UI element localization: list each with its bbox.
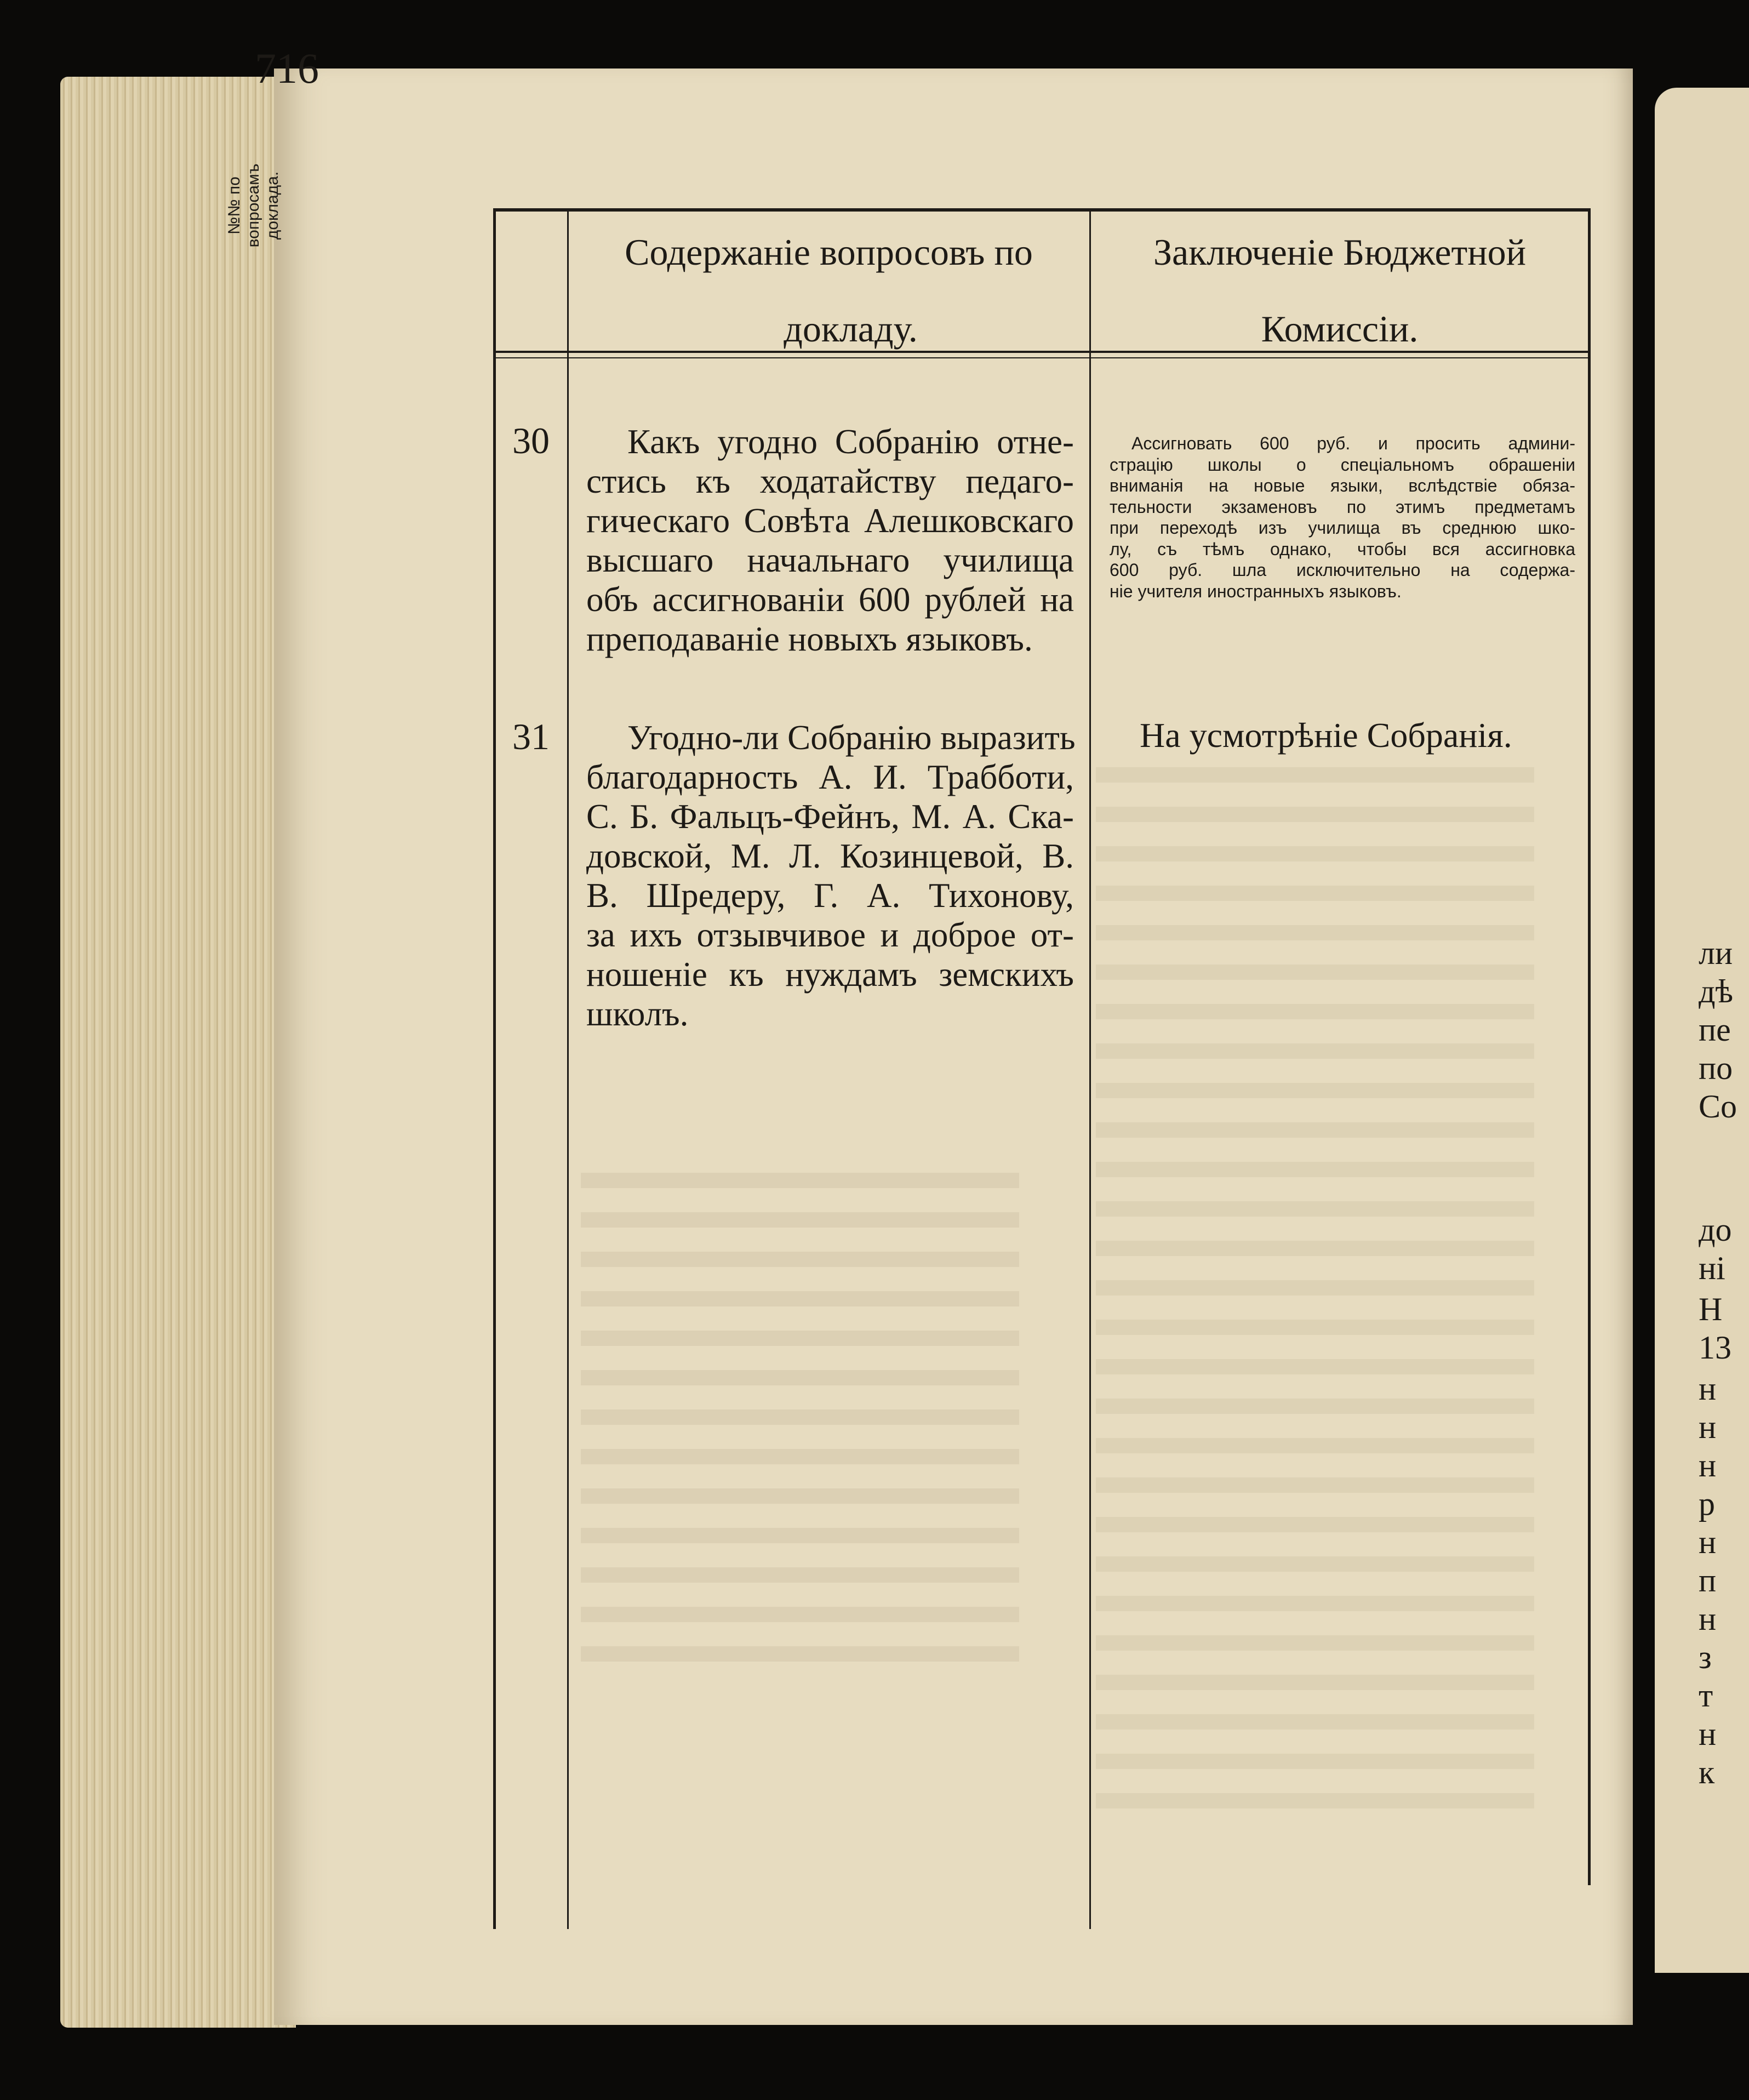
text-line: лу, съ тѣмъ однако, чтобы вся ассигновка <box>1110 539 1575 559</box>
text-line: гическаго Совѣта Алешковскаго <box>586 501 1074 540</box>
text-line: вниманія на новые языки, вслѣдствіе обяза- <box>1110 476 1575 495</box>
questions-column-header: Содержаніе вопросовъ по докладу. <box>625 231 1033 350</box>
table-left-rule <box>493 208 496 1929</box>
text-line: В. Шредеру, Г. А. Тихонову, <box>586 876 1074 915</box>
table-right-rule <box>1588 208 1591 1885</box>
text-line: Ассигновать 600 руб. и просить админи- <box>1131 433 1575 453</box>
row-number: 31 <box>512 716 550 757</box>
table-top-rule <box>496 208 1591 212</box>
text-line: за ихъ отзывчивое и доброе от- <box>586 916 1074 954</box>
facing-page-text: р <box>1699 1486 1715 1522</box>
text-line: высшаго начальнаго училища <box>586 541 1074 579</box>
facing-page-text: т <box>1699 1677 1713 1714</box>
text-line: объ ассигнованіи 600 рублей на <box>586 580 1074 619</box>
question-text <box>586 422 1074 659</box>
facing-page-text: н <box>1699 1447 1717 1483</box>
facing-page-text: по <box>1699 1050 1733 1086</box>
facing-page-text: Со <box>1699 1088 1737 1125</box>
question-text <box>586 718 1074 1034</box>
facing-page-text: дѣ <box>1699 973 1734 1009</box>
facing-page-text: 13 <box>1699 1329 1731 1366</box>
show-through-texture <box>1096 767 1534 1808</box>
facing-page-text: п <box>1699 1562 1717 1599</box>
facing-page-text: ли <box>1699 935 1733 971</box>
book-page-edges <box>60 77 296 2028</box>
text-line: С. Б. Фальцъ-Фейнъ, М. А. Ска- <box>586 797 1074 836</box>
text-line: Угодно-ли Собранію выразить <box>627 718 1076 757</box>
facing-page-text: н <box>1699 1524 1717 1560</box>
conclusion-text <box>1110 433 1575 602</box>
text-line: ношеніе къ нуждамъ земскихъ <box>586 955 1074 994</box>
facing-page-text: н <box>1699 1371 1717 1407</box>
facing-page-text: Н <box>1699 1291 1723 1327</box>
facing-page-text: ні <box>1699 1250 1725 1286</box>
text-line: Какъ угодно Собранію отне- <box>627 423 1074 461</box>
facing-page-fragment <box>1655 88 1749 1973</box>
facing-page-text: н <box>1699 1601 1717 1637</box>
text-line: страцію школы о спеціальномъ обрашеніи <box>1110 454 1575 475</box>
show-through-texture <box>581 1173 1019 1666</box>
number-column-header: №№ по вопросамъ доклада. <box>225 163 282 248</box>
text-line: довской, М. Л. Козинцевой, В. <box>586 837 1074 875</box>
facing-page-text: пе <box>1699 1012 1731 1048</box>
text-line: тельности экзаменовъ по этимъ предметамъ <box>1110 497 1575 517</box>
column-rule-number <box>567 208 569 1929</box>
text-line: 600 руб. шла исключительно на содержа- <box>1110 560 1575 580</box>
facing-page-text: н <box>1699 1716 1717 1752</box>
text-line: при переходѣ изъ училища въ среднюю шко- <box>1110 518 1575 538</box>
conclusion-text: На усмотрѣніе Собранія. <box>1140 716 1512 755</box>
text-line: школъ. <box>586 995 689 1033</box>
facing-page-text: к <box>1699 1754 1715 1790</box>
text-line: благодарность А. И. Трабботи, <box>586 758 1074 796</box>
text-line: преподаваніе новыхъ языковъ. <box>586 620 1033 658</box>
facing-page-text: н <box>1699 1409 1717 1445</box>
column-rule-conclusion <box>1089 208 1091 1929</box>
text-line: стись къ ходатайству педаго- <box>586 462 1074 500</box>
text-line: ніе учителя иностранныхъ языковъ. <box>1110 581 1402 601</box>
facing-page-text: до <box>1699 1212 1732 1248</box>
conclusion-column-header: Заключеніе Бюджетной Комиссіи. <box>1153 231 1527 350</box>
facing-page-text: з <box>1699 1639 1712 1675</box>
row-number: 30 <box>512 420 550 461</box>
page-number: 716 <box>255 44 319 92</box>
